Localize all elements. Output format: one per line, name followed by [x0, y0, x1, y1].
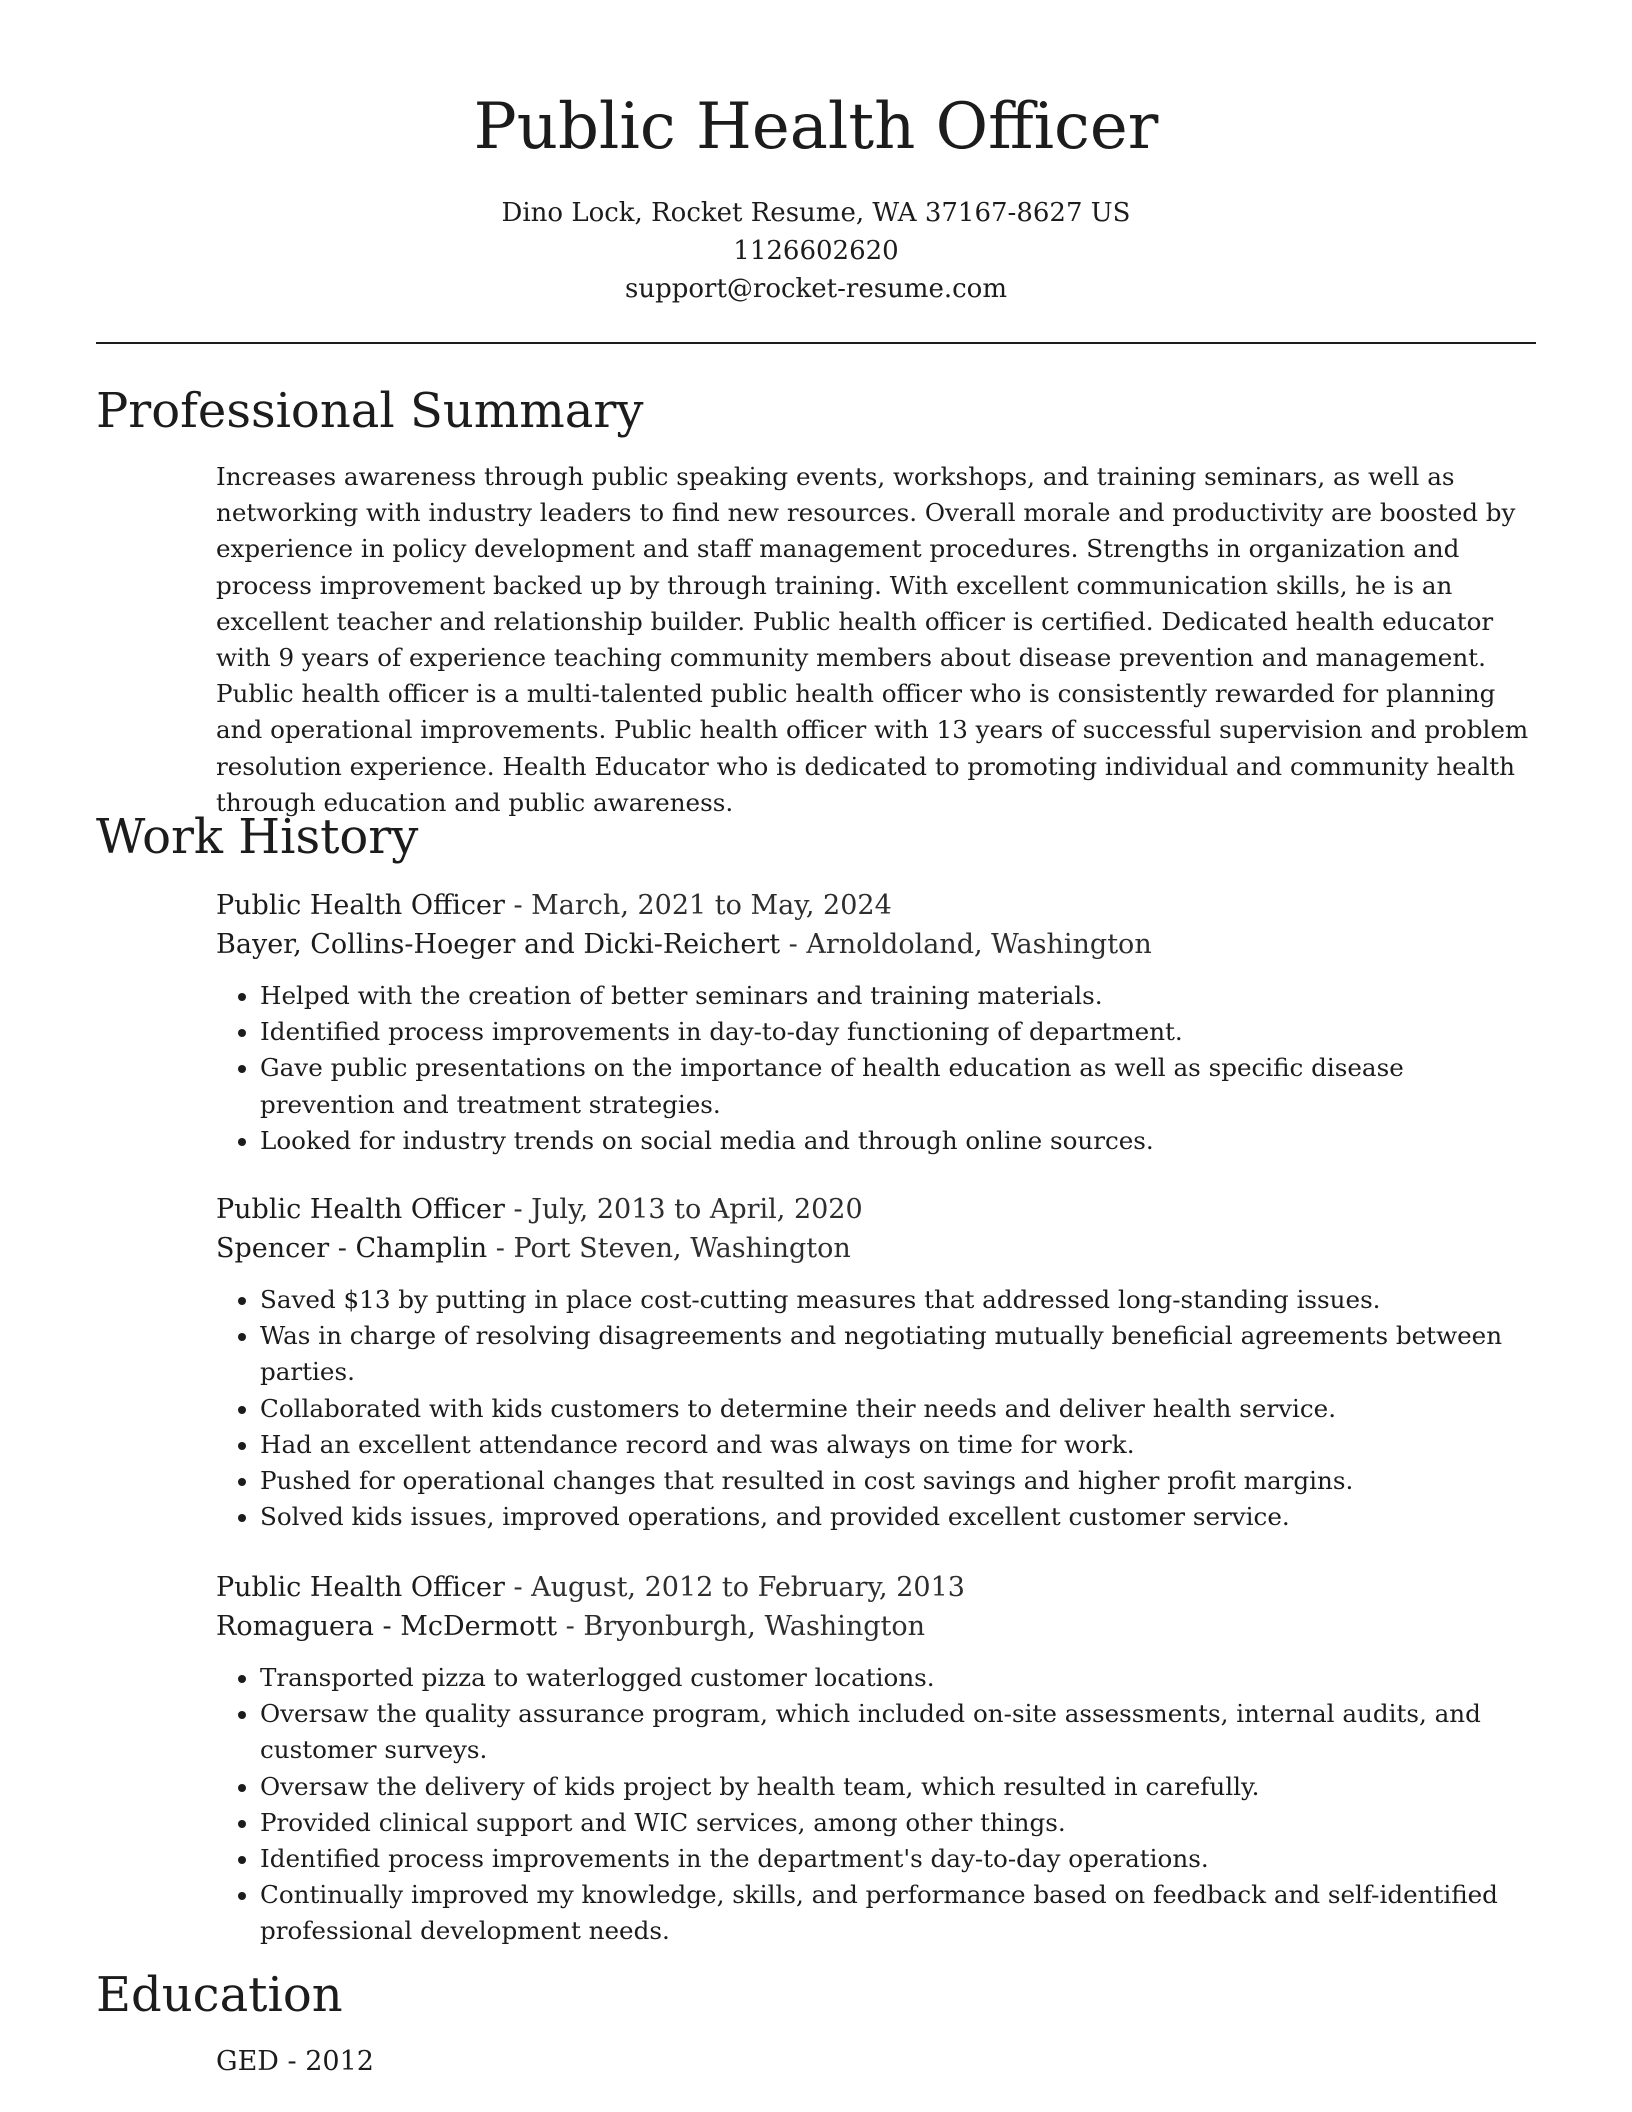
- duty-item: • Helped with the creation of better seminars and training materials.: [260, 978, 1536, 1014]
- job-duties: [216, 1660, 1536, 1950]
- duty-item: • Transported pizza to waterlogged customer locations.: [260, 1660, 1536, 1696]
- job-company: Bayer, Collins-Hoeger and Dicki-Reichert: [216, 929, 781, 960]
- education-entry: [216, 2042, 374, 2081]
- job-location: Port Steven, Washington: [513, 1233, 851, 1264]
- separator: -: [487, 1233, 514, 1264]
- job-location: Arnoldoland, Washington: [806, 929, 1152, 960]
- job-title-line: [216, 886, 1536, 925]
- job-company: Spencer - Champlin: [216, 1233, 488, 1264]
- contact-block: [96, 194, 1536, 308]
- duty-item: • Gave public presentations on the importance of health education as well as specific disease prevention and treatment strategies.: [260, 1050, 1536, 1122]
- duty-item: • Was in charge of resolving disagreements and negotiating mutually beneficial agreements between parties.: [260, 1318, 1536, 1390]
- job-entry: [216, 1568, 1536, 1950]
- section-title-work-history: Work History: [96, 809, 419, 865]
- job-dates: July, 2013 to April, 2020: [531, 1194, 863, 1225]
- education-year: 2012: [305, 2046, 374, 2077]
- job-location: Bryonburgh, Washington: [583, 1611, 926, 1642]
- summary-text: Increases awareness through public speaking events, workshops, and training seminars, as well as networking with industry leaders to find new resources. Overall morale and productivity are boosted by experience in policy development and staff management procedures. Strengths in organization and process improvement backed up by through training. With excellent communication skills, he is an excellent teacher and relationship builder. Public health officer is certified. Dedicated health educator with 9 years of experience teaching community members about disease prevention and management. Public health officer is a multi-talented public health officer who is consistently rewarded for planning and operational improvements. Public health officer with 13 years of successful supervision and problem resolution experience. Health Educator who is dedicated to promoting individual and community health through education and public awareness.: [216, 462, 1529, 817]
- duty-item: • Saved $13 by putting in place cost-cutting measures that addressed long-standing issues.: [260, 1282, 1536, 1318]
- job-title: Public Health Officer: [216, 1572, 505, 1603]
- job-duties: [216, 978, 1536, 1159]
- job-dates: August, 2012 to February, 2013: [531, 1572, 965, 1603]
- job-title-line: [216, 1190, 1536, 1229]
- contact-email: support@rocket-resume.com: [624, 274, 1007, 304]
- job-duties: [216, 1282, 1536, 1535]
- header-divider: [96, 342, 1536, 344]
- duty-item: • Identified process improvements in day-to-day functioning of department.: [260, 1014, 1536, 1050]
- separator: -: [504, 1194, 532, 1225]
- education-degree: GED: [216, 2046, 279, 2077]
- job-entry: [216, 886, 1536, 1159]
- duty-item: • Looked for industry trends on social media and through online sources.: [260, 1123, 1536, 1159]
- duty-item: • Had an excellent attendance record and was always on time for work.: [260, 1427, 1536, 1463]
- section-title-summary: Professional Summary: [96, 383, 644, 439]
- separator: -: [780, 929, 807, 960]
- contact-phone: 1126602620: [733, 236, 899, 266]
- duty-item: • Pushed for operational changes that resulted in cost savings and higher profit margins.: [260, 1463, 1536, 1499]
- duty-item: • Oversaw the quality assurance program, which included on-site assessments, internal audits, and customer surveys.: [260, 1696, 1536, 1768]
- separator: -: [504, 890, 532, 921]
- resume-header: [96, 84, 1536, 308]
- job-dates: March, 2021 to May, 2024: [531, 890, 892, 921]
- job-company-line: [216, 1607, 1536, 1646]
- job-company-line: [216, 1229, 1536, 1268]
- contact-address: Dino Lock, Rocket Resume, WA 37167-8627 US: [501, 198, 1131, 228]
- section-title-education: Education: [96, 1967, 343, 2023]
- job-title-line: [216, 1568, 1536, 1607]
- separator: -: [278, 2046, 306, 2077]
- duty-item: • Solved kids issues, improved operations, and provided excellent customer service.: [260, 1499, 1536, 1535]
- job-company-line: [216, 925, 1536, 964]
- duty-item: • Identified process improvements in the department's day-to-day operations.: [260, 1841, 1536, 1877]
- duty-item: • Continually improved my knowledge, skills, and performance based on feedback and self-identified professional development needs.: [260, 1877, 1536, 1949]
- separator: -: [557, 1611, 584, 1642]
- separator: -: [504, 1572, 532, 1603]
- duty-item: • Oversaw the delivery of kids project by health team, which resulted in carefully.: [260, 1769, 1536, 1805]
- candidate-name: Public Health Officer: [473, 90, 1159, 164]
- duty-item: • Collaborated with kids customers to determine their needs and deliver health service.: [260, 1391, 1536, 1427]
- job-company: Romaguera - McDermott: [216, 1611, 558, 1642]
- job-title: Public Health Officer: [216, 1194, 505, 1225]
- job-entry: [216, 1190, 1536, 1535]
- duty-item: • Provided clinical support and WIC services, among other things.: [260, 1805, 1536, 1841]
- job-title: Public Health Officer: [216, 890, 505, 921]
